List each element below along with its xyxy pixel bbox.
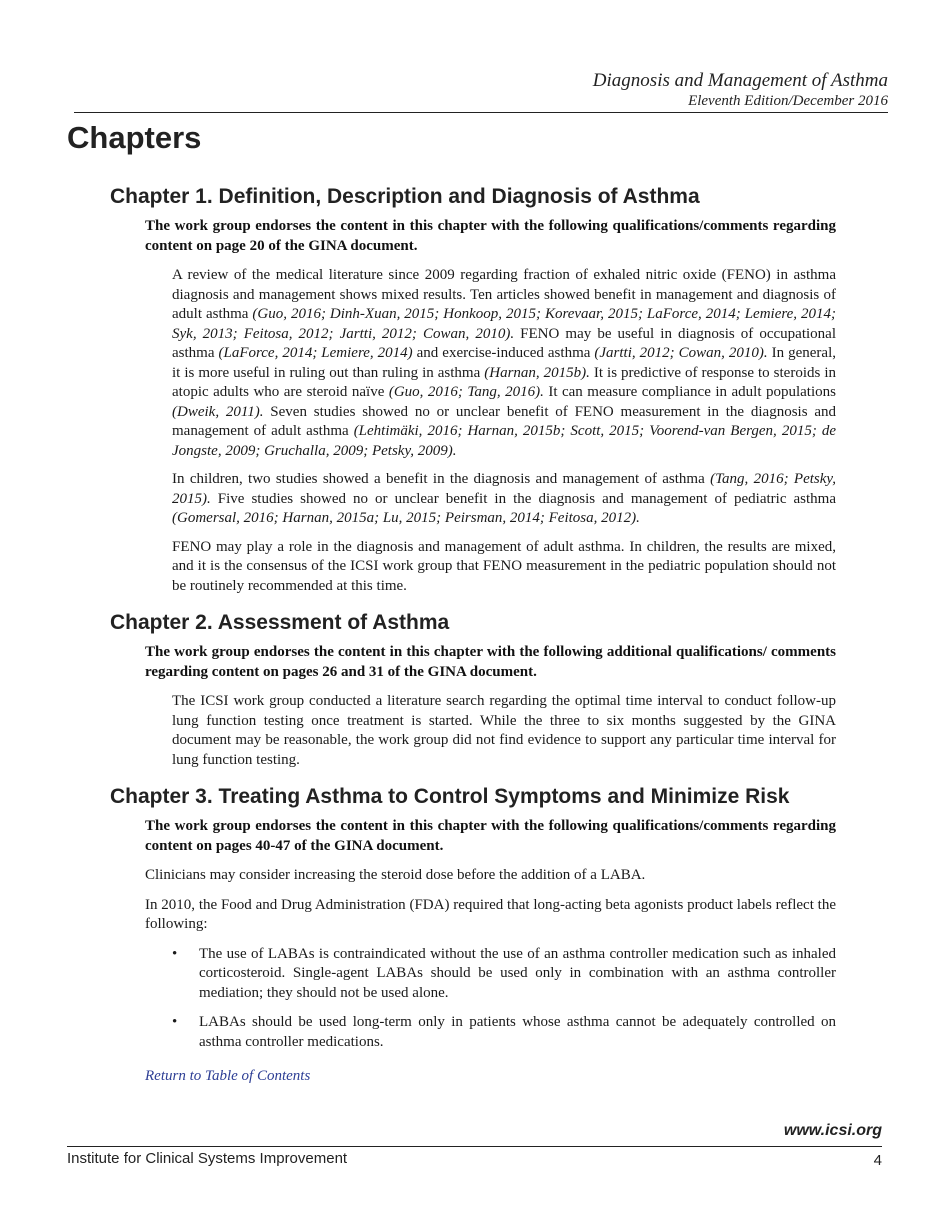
chapter-3-paragraph-1: Clinicians may consider increasing the steroid dose before the addition of a LABA. [145, 867, 646, 883]
text-run: A review of the medical literature since 2009 regarding fraction of exhaled nitric oxide (FENO) in asthma diagnosis and management shows mixed results. Ten articles showed benefit in management and diagnosis of adult asthma [172, 267, 836, 322]
page-number: 4 [873, 1152, 882, 1169]
citation: (Dweik, 2011). [172, 403, 264, 420]
header-subtitle: Eleventh Edition/December 2016 [688, 93, 888, 109]
chapter-2-paragraph-1: The ICSI work group conducted a literature search regarding the optimal time interval to conduct follow-up lung function testing once treatment is started. While the three to six months suggested by the GINA document may be reasonable, the work group did not find evidence to support any particular time interval for lung function testing. [172, 693, 836, 768]
chapter-1-paragraph-2 [172, 470, 836, 529]
chapter-3-qualification: The work group endorses the content in this chapter with the following qualifications/comments regarding content on pages 40-47 of the GINA document. [145, 818, 836, 854]
page-title: Chapters [67, 120, 202, 155]
chapter-2-title: Chapter 2. Assessment of Asthma [110, 611, 450, 634]
header-title: Diagnosis and Management of Asthma [592, 70, 888, 91]
running-header [593, 70, 888, 110]
citation: (Gomersal, 2016; Harnan, 2015a; Lu, 2015; Peirsman, 2014; Feitosa, 2012). [172, 510, 640, 526]
return-to-toc-link[interactable]: Return to Table of Contents [145, 1068, 311, 1084]
bullet-icon: • [172, 1014, 178, 1030]
list-item-text: LABAs should be used long-term only in patients whose asthma cannot be adequately controlled on asthma controller medications. [199, 1014, 836, 1050]
text-run: It can measure compliance in adult populations [543, 384, 836, 400]
text-run: and exercise-induced asthma [412, 345, 595, 361]
bullet-icon: • [172, 945, 178, 962]
chapter-1-section [0, 184, 950, 596]
text-run: Seven studies showed no or unclear benefit of FENO measurement in the diagnosis and management of adult asthma [172, 403, 836, 439]
website-url: www.icsi.org [783, 1122, 882, 1139]
citation: (Guo, 2016; Dinh-Xuan, 2015; Honkoop, 2015; Korevaar, 2015; LaForce, 2014; Lemiere, 2014; Syk, 2013; Feitosa, 2012; Jartti, 2012; Cowan, 2010). [172, 306, 836, 342]
chapter-1-title: Chapter 1. Definition, Description and Diagnosis of Asthma [110, 185, 700, 208]
text-run: In general, it is more useful in ruling out than ruling in asthma [172, 345, 836, 381]
text-run: FENO may be useful in diagnosis of occupational asthma [172, 325, 836, 361]
chapter-1-paragraph-1 [172, 266, 836, 461]
citation: (LaForce, 2014; Lemiere, 2014) [218, 345, 413, 361]
text-run: Five studies showed no or unclear benefit in the diagnosis and management of pediatric asthma [210, 490, 836, 507]
footer-rule [67, 1146, 882, 1147]
chapter-3-paragraph-2: In 2010, the Food and Drug Administration (FDA) required that long-acting beta agonists product labels reflect the following: [145, 896, 836, 932]
list-item-text: The use of LABAs is contraindicated without the use of an asthma controller medication such as inhaled corticosteroid. Single-agent LABAs should be used only in combination with an asthma controller mediation; they should not be used alone. [199, 945, 836, 1001]
chapter-2-section [0, 610, 950, 770]
chapter-3-title: Chapter 3. Treating Asthma to Control Symptoms and Minimize Risk [110, 785, 790, 808]
chapter-3-section [0, 784, 950, 1085]
citation: (Harnan, 2015b). [484, 364, 590, 381]
page-body [0, 176, 950, 1085]
citation: (Lehtimäki, 2016; Harnan, 2015b; Scott, 2015; Voorend-van Bergen, 2015; de Jongste, 2009; Gruchalla, 2009; Petsky, 2009). [172, 423, 836, 459]
footer-organization: Institute for Clinical Systems Improvement [67, 1150, 348, 1167]
text-run: In children, two studies showed a benefit in the diagnosis and management of asthma [172, 471, 711, 487]
header-rule [74, 112, 888, 113]
chapter-3-bullet-list [0, 945, 836, 1053]
chapter-1-paragraph-3: FENO may play a role in the diagnosis and management of adult asthma. In children, the results are mixed, and it is the consensus of the ICSI work group that FENO measurement in the pediatric population should not be routinely recommended at this time. [172, 538, 836, 594]
chapter-2-qualification: The work group endorses the content in this chapter with the following additional qualifications/ comments regarding content on pages 26 and 31 of the GINA document. [145, 644, 836, 680]
list-item [172, 945, 836, 1004]
text-run: It is predictive of response to steroids in atopic adults who are steroid naïve [172, 364, 836, 400]
chapter-1-qualification: The work group endorses the content in this chapter with the following qualifications/comments regarding content on page 20 of the GINA document. [145, 218, 836, 254]
list-item [172, 1013, 836, 1052]
citation: (Guo, 2016; Tang, 2016). [388, 384, 544, 400]
citation: (Tang, 2016; Petsky, 2015). [172, 471, 836, 507]
citation: (Jartti, 2012; Cowan, 2010). [594, 345, 768, 361]
